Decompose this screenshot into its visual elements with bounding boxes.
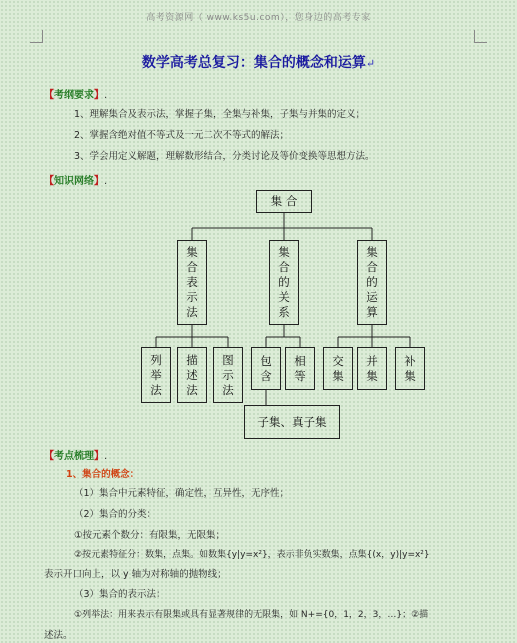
paragraph-mark: ↵ <box>365 57 376 70</box>
point-line: 表示开口向上，以 y 轴为对称轴的抛物线； <box>44 569 227 580</box>
requirement-item: 2、掌握含绝对值不等式及一元二次不等式的解法； <box>74 130 290 141</box>
diagram-node-intersection: 交 集 <box>323 347 353 390</box>
section-label: 考点梳理 <box>54 451 94 462</box>
diagram-node-description: 描 述 法 <box>177 347 207 403</box>
point-heading: 1、集合的概念： <box>66 469 140 480</box>
diagram-node-relations: 集 合 的 关 系 <box>269 240 299 325</box>
section-label: 知识网络 <box>54 176 94 187</box>
point-line: ②按元素特征分：数集，点集。如数集{y|y=x²}，表示非负实数集，点集{(x，y)|y=x²} <box>74 550 430 560</box>
diagram-node-complement: 补 集 <box>395 347 425 390</box>
diagram-node-representation: 集 合 表 示 法 <box>177 240 207 325</box>
point-line: （1）集合中元素特征，确定性，互异性，无序性； <box>74 488 290 499</box>
diagram-node-enumeration: 列 举 法 <box>141 347 171 403</box>
section-heading-requirements: 【考纲要求】. <box>44 90 108 101</box>
title-text: 数学高考总复习：集合的概念和运算 <box>141 55 366 71</box>
diagram-root-node: 集 合 <box>256 190 312 213</box>
section-label: 考纲要求 <box>54 90 94 101</box>
section-heading-network: 【知识网络】. <box>44 176 108 187</box>
diagram-node-equality: 相 等 <box>285 347 315 390</box>
point-line: ①列举法：用来表示有限集或具有显著规律的无限集，如 N+={0，1，2，3，…}；②描 <box>74 610 429 620</box>
point-line: （3）集合的表示法： <box>74 589 166 600</box>
requirement-item: 1、理解集合及表示法，掌握子集，全集与补集，子集与并集的定义； <box>74 109 366 120</box>
diagram-node-operations: 集 合 的 运 算 <box>357 240 387 325</box>
diagram-node-subset: 子集、真子集 <box>244 405 340 439</box>
diagram-node-graphic: 图 示 法 <box>213 347 243 403</box>
page-header: 高考资源网（ www.ks5u.com），您身边的高考专家 <box>146 13 371 23</box>
point-line: （2）集合的分类： <box>74 509 157 520</box>
point-line: 述法。 <box>44 630 73 641</box>
point-line: ①按元素个数分：有限集，无限集； <box>74 530 226 541</box>
diagram-node-union: 并 集 <box>357 347 387 390</box>
diagram-node-inclusion: 包 含 <box>251 347 281 390</box>
section-heading-points: 【考点梳理】. <box>44 451 108 462</box>
requirement-item: 3、学会用定义解题，理解数形结合，分类讨论及等价变换等思想方法。 <box>74 151 375 162</box>
